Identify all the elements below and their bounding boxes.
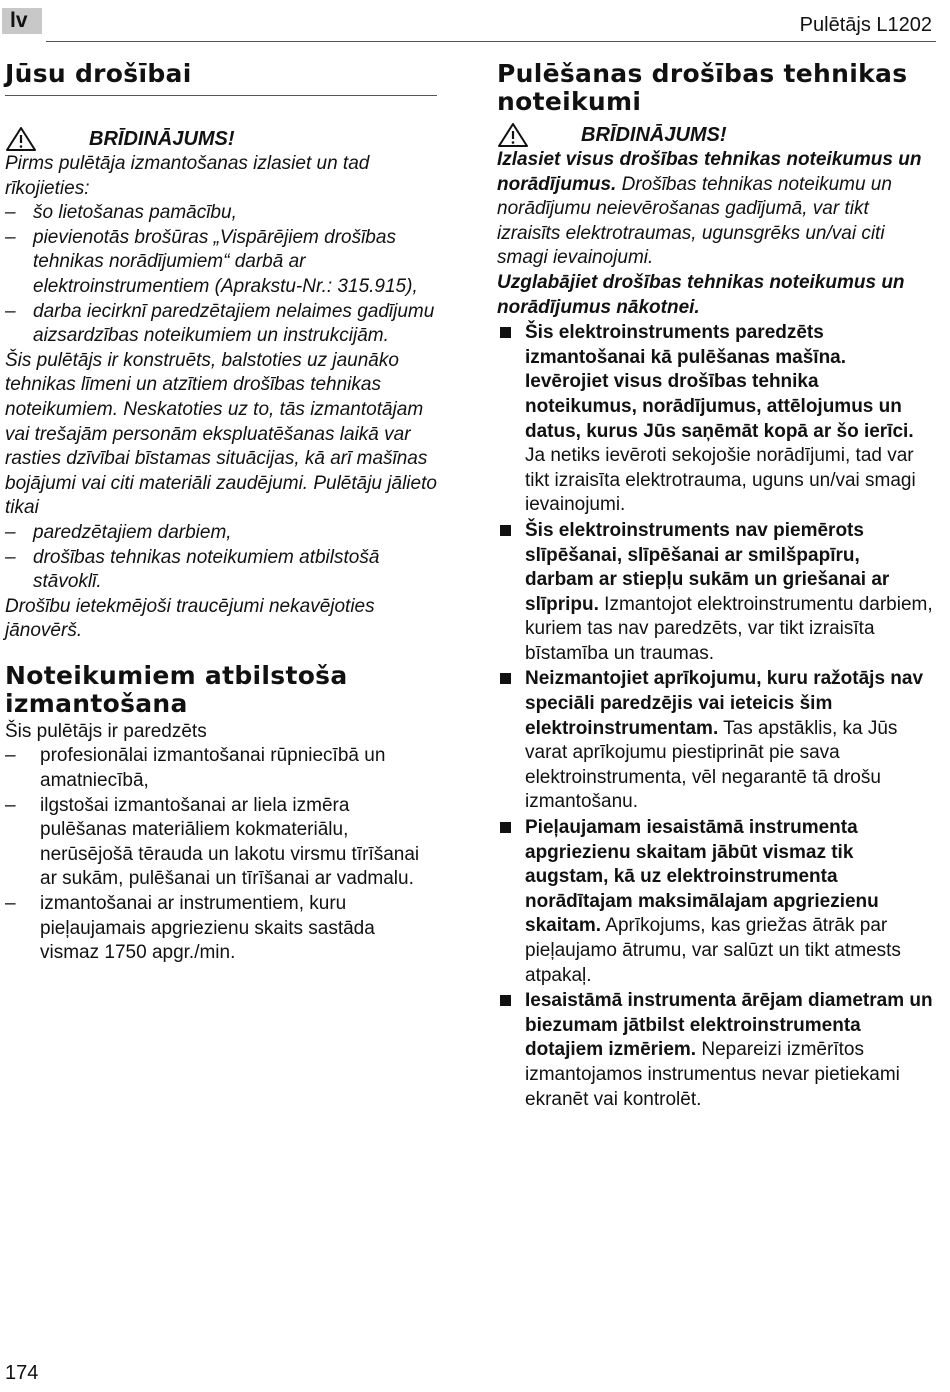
page-title: Pulētājs L1202 <box>799 14 932 36</box>
text: Ja netiks ievēroti sekojošie norādījumi, tad var tikt izraisīta elektrotrauma, uguns un/vai smagi ievainojumi. <box>525 445 916 516</box>
bold-text: Izlasiet visus drošības tehnikas noteikumus un norādījumus. <box>497 149 922 195</box>
paragraph: Šis pulētājs ir konstruēts, balstoties uz jaunāko tehnikas līmeni un atzītiem drošības tehnikas noteikumiem. Neskatoties uz to, tās izmantotājam vai trešajām personām ekspluatēšanas laikā var rasties dzīvībai bīstamas situācijas, kā arī mašīnas bojājumi vai citi materiāli zaudējumi. Pulētāju jālieto tikai <box>5 349 437 519</box>
warning-label: BRĪDINĀJUMS! <box>581 124 727 146</box>
list-item <box>497 989 933 1112</box>
square-bullet-icon <box>500 525 511 536</box>
paragraph: Šis pulētājs ir paredzēts <box>5 720 207 742</box>
list-item <box>497 667 933 815</box>
square-bullet-icon <box>500 673 511 684</box>
bold-text: Šis elektroinstruments nav piemērots slīpēšanai, slīpēšanai ar smilšpapīru, darbam ar stiepļu sukām un griešanai ar slīpripu. <box>525 519 890 615</box>
section-title-intended-use: Noteikumiem atbilstoša izmantošana <box>5 660 348 718</box>
bold-text: Neizmantojiet aprīkojumu, kuru ražotājs nav speciāli paredzējis vai ieteicis šim elektroinstrumentam. <box>525 668 924 739</box>
list-item: – profesionālai izmantošanai rūpniecībā un amatniecībā, <box>5 744 437 793</box>
section-title-polishing-safety: Pulēšanas drošības tehnikas noteikumi <box>497 59 908 116</box>
use-only-list <box>5 521 437 595</box>
text: Izmantojot elektroinstrumentu darbiem, kuriem tas nav paredzēts, var tikt izraisīta bīstamība un traumas. <box>525 593 933 664</box>
square-bullet-icon <box>500 995 511 1006</box>
left-column <box>5 60 437 966</box>
list-item: – darba iecirknī paredzētajiem nelaimes gadījumu aizsardzības noteikumiem un instrukcijām. <box>5 300 437 349</box>
right-column <box>497 60 933 1112</box>
list-item: – izmantošanai ar instrumentiem, kuru pieļaujamais apgriezienu skaits sastāda vismaz 1750 apgr./min. <box>5 892 437 966</box>
list-item: – pievienotās brošūras „Vispārējiem drošības tehnikas norādījumiem“ darbā ar elektroinstrumentiem (Aprakstu-Nr.: 315.915), <box>5 226 437 300</box>
header-rule <box>46 41 936 42</box>
intro-text: Pirms pulētāja izmantošanas izlasiet un tad rīkojieties: <box>5 153 370 199</box>
text: Nepareizi izmērītos izmantojamos instrumentus nevar pietiekami ekranēt vai kontrolēt. <box>525 1039 900 1110</box>
intended-use-list <box>5 744 437 965</box>
bold-text: Šis elektroinstruments paredzēts izmantošanai kā pulēšanas mašīna. Ievērojiet visus drošības tehnika noteikumus, norādījumus, attēlojumus un datus, kurus Jūs saņēmāt kopā ar šo ierīci. <box>525 322 914 442</box>
list-item: – ilgstošai izmantošanai ar liela izmēra pulēšanas materiāliem kokmateriālu, nerūsējošā tērauda un lakotu virsmu tīrīšanai ar sukām, pulēšanai un tīrīšanai ar vadmalu. <box>5 794 437 892</box>
text: Aprīkojums, kas griežas ātrāk par pieļaujamo ātrumu, var salūzt un tikt atmests atpakaļ. <box>525 915 901 986</box>
text: Drošības tehnikas noteikumu un norādījumu neievērošanas gadījumā, var tikt izraisīts elektrotraumas, ugunsgrēks un/vai citi smagi ievainojumi. <box>497 173 892 269</box>
list-item: – paredzētajiem darbiem, <box>5 521 437 546</box>
list-item <box>497 519 933 667</box>
language-tab: lv <box>2 8 42 34</box>
warning-line <box>5 126 437 152</box>
section-title-safety: Jūsu drošībai <box>5 60 437 96</box>
read-first-list <box>5 201 437 349</box>
warning-triangle-icon <box>5 126 37 152</box>
bold-text: Pieļaujamam iesaistāmā instrumenta apgriezienu skaitam jābūt vismaz tik augstam, kā uz elektroinstrumenta norādītajam maksimālajam apgriezienu skaitam. <box>525 817 879 937</box>
page-number: 174 <box>5 1362 39 1384</box>
square-bullet-icon <box>500 327 511 338</box>
paragraph: Drošību ietekmējoši traucējumi nekavējoties jānovērš. <box>5 595 375 642</box>
safety-bullet-list <box>497 321 933 1112</box>
list-item: – šo lietošanas pamācību, <box>5 201 437 226</box>
warning-label: BRĪDINĀJUMS! <box>89 128 235 150</box>
warning-triangle-icon <box>497 122 529 148</box>
paragraph: Uzglabājiet drošības tehnikas noteikumus un norādījumus nākotnei. <box>497 271 905 318</box>
paragraph <box>497 148 933 271</box>
bold-text: Iesaistāmā instrumenta ārējam diametram un biezumam jātbilst elektroinstrumenta dotajiem izmēriem. <box>525 990 933 1061</box>
text: Tas apstāklis, ka Jūs varat aprīkojumu piestiprināt pie sava elektroinstrumenta, vēl negarantē tā drošu izmantošanu. <box>525 717 898 813</box>
warning-line <box>497 122 933 148</box>
list-item: – drošības tehnikas noteikumiem atbilstošā stāvoklī. <box>5 546 437 595</box>
square-bullet-icon <box>500 822 511 833</box>
list-item <box>497 321 933 518</box>
list-item <box>497 816 933 988</box>
